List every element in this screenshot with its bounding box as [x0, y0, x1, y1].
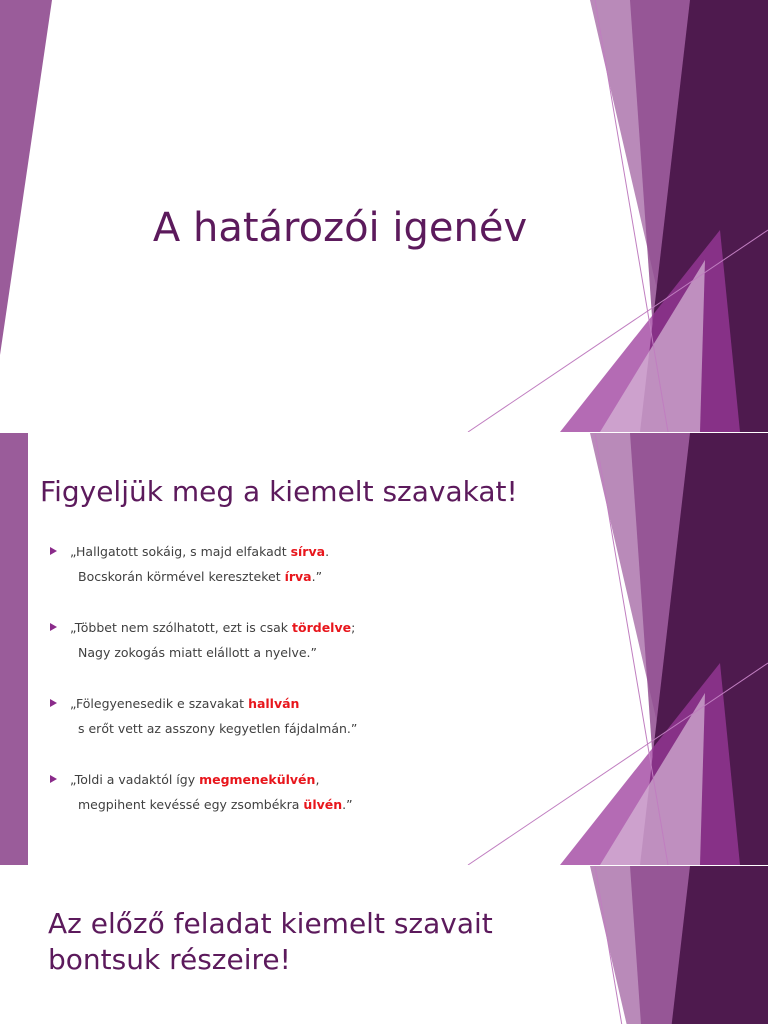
quote-text: „Többet nem szólhatott, ezt is csak — [70, 620, 293, 635]
left-band — [0, 433, 28, 865]
quote-text: ; — [351, 620, 356, 635]
quote-text: .” — [311, 569, 323, 584]
quote-line — [50, 539, 570, 564]
quote-text: s erőt vett az asszony kegyetlen fájdalmán.” — [78, 721, 358, 736]
quote-item — [50, 691, 570, 741]
quote-line — [50, 691, 570, 716]
quote-line — [50, 716, 570, 741]
highlighted-word: írva — [284, 569, 312, 584]
highlighted-word: megmenekülvén — [199, 772, 316, 787]
bullet-arrow-icon — [50, 623, 57, 631]
quote-text: , — [315, 772, 320, 787]
slide-task — [0, 866, 768, 1024]
quote-line — [50, 564, 570, 589]
slide-title — [0, 0, 768, 432]
quote-line — [50, 792, 570, 817]
quote-text: .” — [342, 797, 353, 812]
quote-line — [50, 767, 570, 792]
quote-item — [50, 767, 570, 817]
quote-list — [50, 539, 570, 843]
quote-text: „Toldi a vadaktól így — [70, 772, 200, 787]
slide-title-text: A határozói igenév — [152, 205, 528, 251]
quote-text: „Fölegyenesedik e szavakat — [70, 696, 249, 711]
bullet-arrow-icon — [50, 775, 57, 783]
quote-line — [50, 640, 570, 665]
highlighted-word: hallván — [248, 696, 300, 711]
bullet-arrow-icon — [50, 699, 57, 707]
slide-heading: Figyeljük meg a kiemelt szavakat! — [40, 475, 518, 508]
left-band — [0, 0, 52, 355]
slide-quotes — [0, 433, 768, 865]
quote-text: Bocskorán körmével kereszteket — [78, 569, 285, 584]
quote-item — [50, 615, 570, 665]
quote-text: megpihent kevéssé egy zsombékra — [78, 797, 304, 812]
quote-line — [50, 615, 570, 640]
highlighted-word: ülvén — [303, 797, 343, 812]
quote-text: Nagy zokogás miatt elállott a nyelve.” — [78, 645, 317, 660]
quote-item — [50, 539, 570, 589]
bullet-arrow-icon — [50, 547, 57, 555]
quote-text: . — [325, 544, 330, 559]
highlighted-word: tördelve — [292, 620, 352, 635]
slide-heading: Az előző feladat kiemelt szavait bontsuk részeire! — [48, 907, 493, 976]
highlighted-word: sírva — [290, 544, 326, 559]
quote-text: „Hallgatott sokáig, s majd elfakadt — [70, 544, 291, 559]
